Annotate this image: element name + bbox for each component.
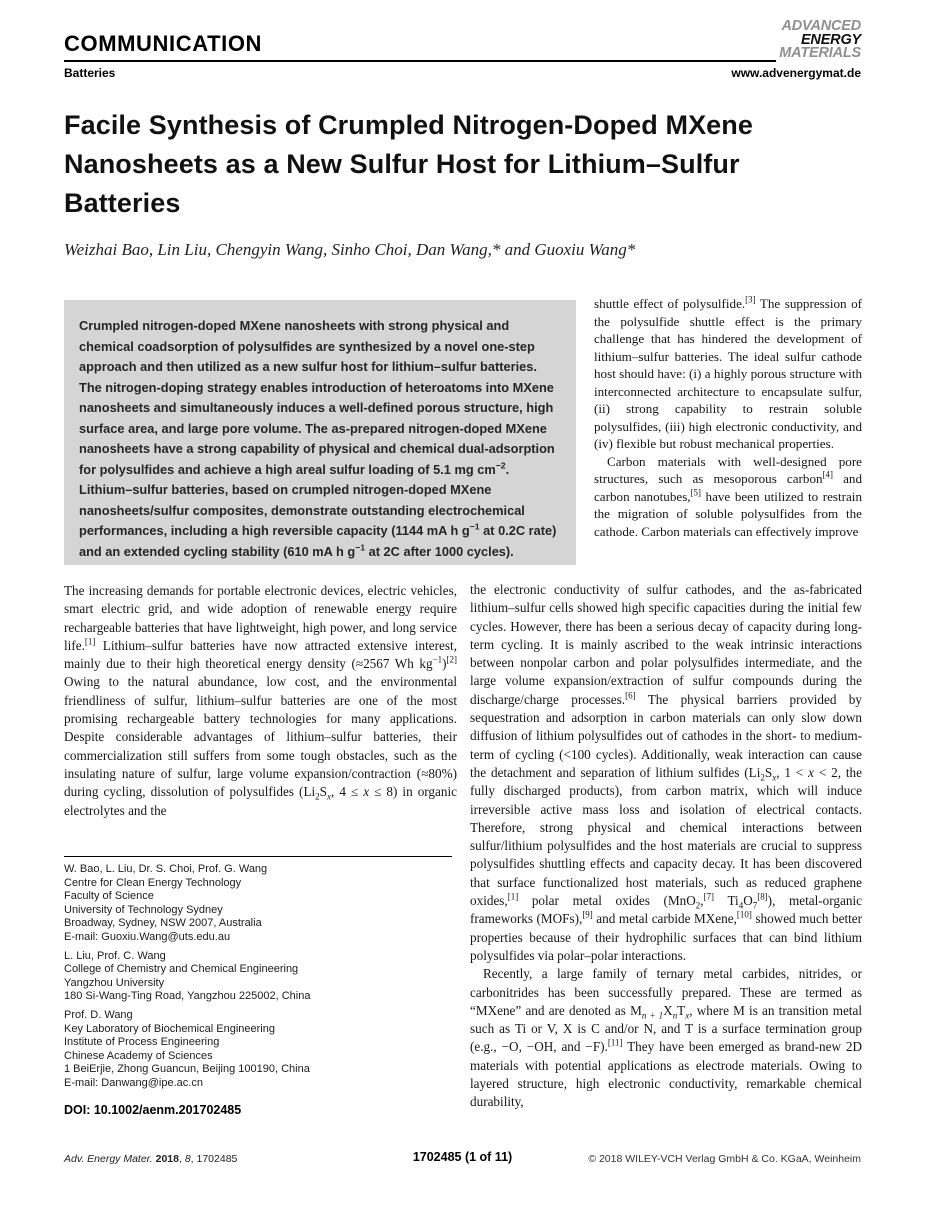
journal-logo — [779, 20, 861, 61]
authors-line: Weizhai Bao, Lin Liu, Chengyin Wang, Sinho Choi, Dan Wang,* and Guoxiu Wang* — [64, 240, 636, 259]
footnote-rule — [64, 856, 452, 857]
paragraph: Carbon materials with well-designed pore structures, such as mesoporous carbon[4] and carbon nanotubes,[5] have been utilized to restrain the migration of soluble polysulfides from the cathode. Carbon materials can effectively improve — [594, 453, 862, 539]
topic-label: Batteries — [64, 66, 116, 80]
paragraph: the electronic conductivity of sulfur cathodes, and the as-fabricated lithium–sulfur cells showed high specific capacities during the initial few cycles. However, there has been a serious decay of capacity during long-term cycling. It is mainly ascribed to the weak intrinsic interactions between nonpolar carbon and polar polysulfides intermediate, and the large volume expansion/extraction of sulfur compounds during the discharge/charge processes.[6] The physical barriers provided by sequestration and adsorption in carbon materials can only slow down diffusion of lithium polysulfides out of cathodes in the short- to medium- term of cycling (<100 cycles). Additionally, weak interaction can cause the detachment and separation of lithium sulfides ($Li_2S_x$, 1 < x < 2, the fully discharged products), from carbon matrix, which will induce irreversible active mass loss and isolation of electrical contacts. Therefore, strong physical and chemical interactions between sulfur/lithium polysulfides and the host materials are crucial to suppress polysulfides shuttling effects and capacity decay. It has been discovered that surface functionalized host materials, such as reduced graphene oxides,[1] polar metal oxides (MnO$_2$,[7] $Ti_4O_7[8]$), metal-organic frameworks (MOFs),[9] and metal carbide MXene,[10] showed much better properties because of their hydrophilic surfaces that can bind lithium polysulfides via polar–polar interactions. — [470, 582, 863, 963]
footer-page-number: 1702485 (1 of 11) — [412, 1150, 513, 1164]
doi-line: DOI: 10.1002/aenm.201702485 — [64, 1103, 242, 1117]
paragraph: Recently, a large family of ternary metal carbides, nitrides, or carbonitrides has been successfully prepared. These are termed as “MXene” and are denoted as $M_{n + 1}X_nT_x$, where M is an transition metal such as Ti or V, X is C and/or N, and T is a surface termination group (e.g., −O, −OH, and −F).[11] They have been emerged as brand-new 2D materials with potential applications as electrode materials. Owing to layered structure, high electronic conductivity, remarkable chemical durability, — [470, 966, 862, 1110]
abstract-text: Crumpled nitrogen-doped MXene nanosheets with strong physical and chemical coadsorption of polysulfides are synthesized by a novel one-step approach and then utilized as a new sulfur host for lithium–sulfur batteries. The nitrogen-doping strategy enables introduction of heteroatoms into MXene nanosheets and simultaneously induces a well-defined porous structure, high surface area, and large pore volume. The as-prepared nitrogen-doped MXene nanosheets have a strong capability of physical and chemical dual-adsorption for polysulfides and achieve a high areal sulfur loading of 5.1 mg $cm^{-2}$. Lithium–sulfur batteries, based on crumpled nitrogen-doped MXene nanosheets/sulfur composites, demonstrate outstanding electrochemical performances, including a high reversible capacity (1144 mA h $g^{-1}$ at 0.2C rate) and an extended cycling stability (610 mA h $g^{-1}$ at 2C after 1000 cycles). — [79, 318, 557, 559]
affiliation-block: W. Bao, L. Liu, Dr. S. Choi, Prof. G. Wang Centre for Clean Energy Technology Faculty of Science University of Technology Sydney Broadway, Sydney, NSW 2007, Australia E-mail: Guoxiu.Wang@uts.edu.au — [64, 863, 268, 943]
logo-line-advanced: ADVANCED — [781, 18, 861, 34]
footer-copyright: © 2018 WILEY-VCH Verlag GmbH & Co. KGaA, Weinheim — [588, 1153, 861, 1165]
article-title: Facile Synthesis of Crumpled Nitrogen-Doped MXene Nanosheets as a New Sulfur Host for Lithium–Sulfur Batteries — [64, 110, 753, 218]
affiliations — [64, 863, 456, 1096]
body-column-left — [64, 582, 457, 820]
paragraph: shuttle effect of polysulfide.[3] The suppression of the polysulfide shuttle effect is the primary challenge that has hindered the development of lithium–sulfur batteries. The ideal sulfur cathode host should have: (i) a highly porous structure with interconnected architecture to encapsulate sulfur, (ii) strong capability to restrain soluble polysulfides, (iii) high electronic conductivity, and (iv) flexible but robust mechanical properties. — [594, 294, 862, 451]
body-column-right — [470, 581, 862, 1112]
journal-url: www.advenergymat.de — [731, 66, 861, 80]
footer-citation: Adv. Energy Mater. 2018, 8, 1702485 — [64, 1153, 238, 1165]
affiliation-block: Prof. D. Wang Key Laboratory of Biochemical Engineering Institute of Process Engineering Chinese Academy of Sciences 1 BeiErjie, Zhong Guancun, Beijing 100190, China E-mail: Danwang@ipe.ac.cn — [64, 1008, 310, 1089]
intro-column-right-narrow — [594, 295, 862, 540]
abstract-box — [64, 300, 576, 565]
section-label: COMMUNICATION — [64, 31, 263, 56]
affiliation-block: L. Liu, Prof. C. Wang College of Chemistry and Chemical Engineering Yangzhou University 180 Si-Wang-Ting Road, Yangzhou 225002, China — [64, 949, 311, 1003]
logo-line-energy: ENERGY — [800, 31, 861, 48]
logo-line-materials: MATERIALS — [779, 45, 861, 61]
paragraph: The increasing demands for portable electronic devices, electric vehicles, smart electric grid, and wide adoption of renewable energy require rechargeable batteries that have lightweight, high power, and long service life.[1] Lithium–sulfur batteries have now attracted extensive interest, mainly due to their high theoretical energy density (≈2567 Wh $kg^{-1})[2]$ Owing to the natural abundance, low cost, and the environmental friendliness of sulfur, lithium–sulfur batteries are one of the most promising rechargeable battery technologies for many applications. Despite considerable advantages of lithium–sulfur batteries, their commercialization still suffers from some tough obstacles, such as the insulating nature of sulfur, large volume expansion/contraction (≈80%) during cycling, dissolution of polysulfides ($Li_2S_x$, 4 ≤ x ≤ 8) in organic electrolytes and the — [64, 583, 457, 818]
header-rule — [64, 60, 776, 62]
